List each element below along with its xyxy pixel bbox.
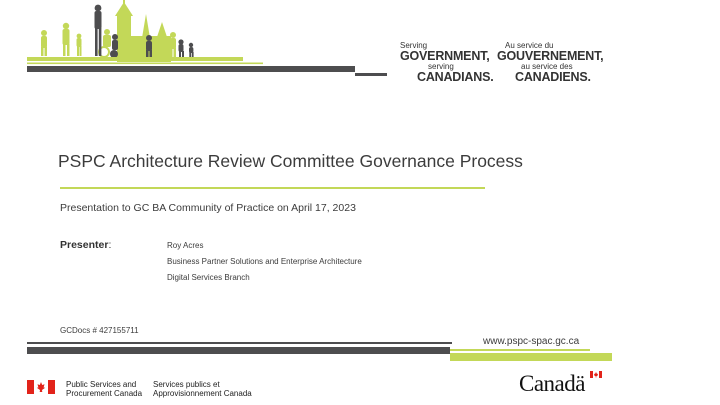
parliament-silhouette (115, 0, 171, 62)
slogan-en (400, 42, 493, 83)
slogan-en-line2: GOVERNMENT, (400, 49, 490, 63)
footer-stripe-green (450, 353, 612, 361)
wordmark-flag-icon (590, 371, 602, 378)
slogan-fr (497, 42, 603, 83)
page-title: PSPC Architecture Review Committee Governance Process (58, 151, 523, 171)
canada-flag-icon (27, 380, 55, 394)
dept-fr-line1: Services publics et (153, 380, 220, 389)
website-url[interactable]: www.pspc-spac.gc.ca (483, 336, 580, 347)
presenter-label (60, 239, 111, 251)
slogan-en-line4: CANADIANS. (417, 69, 494, 84)
slogan-fr-line4: CANADIENS. (515, 69, 591, 84)
footer-stripe-green-thin (450, 349, 590, 351)
presenter-colon: : (108, 239, 112, 251)
presenter-branch: Digital Services Branch (167, 273, 250, 282)
header-illustration (0, 0, 400, 82)
footer-stripe-dark (27, 347, 450, 354)
slogan-fr-line3: au service des (521, 61, 573, 71)
presenter-unit: Business Partner Solutions and Enterprise Architecture (167, 257, 362, 266)
slogan-fr-line2: GOUVERNEMENT, (497, 49, 604, 63)
dept-en-line2: Procurement Canada (66, 389, 143, 398)
dept-name-en (66, 380, 142, 398)
dept-en-line1: Public Services and (66, 380, 137, 389)
presenter-label-text: Presenter (60, 239, 109, 251)
title-underline (60, 187, 485, 189)
dept-fr-line2: Approvisionnement Canada (153, 389, 252, 398)
slogan-fr-line1: Au service du (505, 41, 554, 50)
slogan-en-line1: Serving (400, 41, 428, 50)
canada-wordmark: Canadä (519, 371, 585, 396)
gcdocs-number: GCDocs # 427155711 (60, 326, 139, 335)
footer-stripe-dark-thin (27, 342, 452, 344)
dept-name-fr (153, 380, 252, 398)
slogan-en-line3: serving (428, 61, 454, 71)
presentation-subtitle: Presentation to GC BA Community of Practice on April 17, 2023 (60, 202, 356, 214)
presenter-name: Roy Acres (167, 241, 204, 250)
